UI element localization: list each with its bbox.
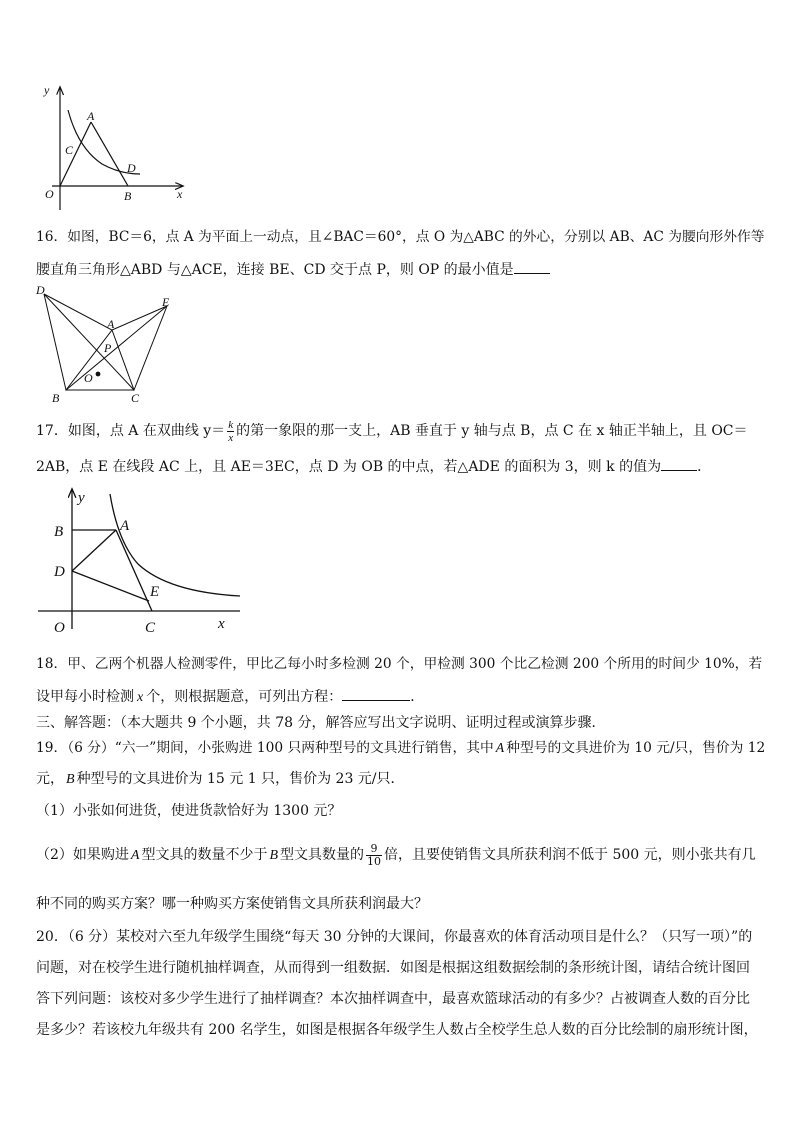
q18-line2: [36, 686, 424, 708]
q17-line2-text: 2AB，点 E 在线段 AC 上，且 AE＝3EC，点 D 为 OB 的中点，若△ADE 的面积为 3，则 k 的值为: [36, 459, 662, 475]
q18-line2-a: 设甲每小时检测: [36, 689, 134, 705]
label-o: O: [45, 187, 54, 201]
q16-line2: [36, 259, 550, 280]
label-b: B: [124, 189, 132, 203]
frac-denominator: 10: [367, 854, 382, 868]
triangle-ace: [112, 306, 167, 390]
segment-da: [72, 530, 116, 571]
q19-part2-type-b: B: [269, 848, 279, 863]
label-b: B: [52, 391, 60, 405]
label-c: C: [131, 391, 140, 405]
q20-line3: 答下列问题：该校对多少学生进行了抽样调查？本次抽样调查中，最喜欢篮球活动的有多少？占被调查人数的百分比: [36, 991, 750, 1007]
figure-q15-hyperbola: [30, 80, 200, 215]
q19-part2-b: 型文具的数量不少于: [141, 847, 268, 863]
answer-blank-q18[interactable]: [342, 686, 410, 701]
label-e: E: [162, 295, 170, 309]
q20-line2: 问题，对在校学生进行随机抽样调查，从而得到一组数据．如图是根据这组数据绘制的条形统计图，请结合统计图回: [36, 960, 750, 976]
q19-line2-a: 元，: [36, 771, 64, 787]
q19-part1: （1）小张如何进货，使进货款恰好为 1300 元？: [36, 803, 342, 819]
q19-part2-c: 型文具数量的: [280, 847, 365, 863]
answer-blank-q17[interactable]: [661, 456, 697, 471]
q19-line1-b: 种型号的文具进价为 10 元/只，售价为 12: [506, 740, 766, 756]
q17-line2-end: ．: [697, 459, 712, 475]
q19-type-b: B: [66, 772, 75, 787]
q17-line1: [36, 417, 748, 445]
q18-line2-end: ．: [410, 689, 425, 705]
label-d: D: [36, 283, 45, 297]
q16-line1: 16．如图，BC＝6，点 A 为平面上一动点，且∠BAC＝60°，点 O 为△ABC 的外心，分别以 AB、AC 为腰向形外作等: [36, 229, 765, 245]
q18-line2-b: 个，则根据题意，可列出方程：: [146, 689, 343, 705]
q18-var: x: [137, 690, 144, 705]
q17-line1-a: 17．如图，点 A 在双曲线 y＝: [36, 423, 226, 439]
q19-part2: [36, 840, 756, 871]
point-o: [96, 372, 101, 377]
q19-line1: [36, 738, 765, 758]
frac-denominator: x: [228, 431, 234, 444]
fraction-k-over-x: [227, 419, 234, 444]
q19-part2-d: 倍，且要使销售文具所获利润不低于 500 元，则小张共有几: [384, 847, 756, 863]
q19-line2: [36, 769, 405, 790]
q19-part2-a: （2）如果购进: [36, 847, 129, 863]
triangle-abd: [44, 294, 112, 390]
fraction-9-over-10: [366, 843, 382, 868]
q17-line1-b: 的第一象限的那一支上，AB 垂直于 y 轴与点 B，点 C 在 x 轴正半轴上，且 OC＝: [236, 423, 748, 439]
label-a: A: [87, 109, 95, 123]
q19-part2-line2: 种不同的购买方案？哪一种购买方案使销售文具所获利润最大？: [36, 896, 428, 912]
label-c: C: [145, 620, 156, 636]
q20-line4: 是多少？若该校九年级共有 200 名学生，如图是根据各年级学生人数占全校学生总人数的百分比绘制的扇形统计图，: [36, 1022, 758, 1038]
q19-part2-type-a: A: [130, 848, 140, 863]
label-a: A: [120, 518, 130, 534]
figure-q16-triangles: [34, 282, 184, 406]
label-c: C: [65, 143, 74, 157]
label-d: D: [127, 161, 136, 175]
label-p: P: [104, 341, 112, 355]
hyperbola-curve: [110, 494, 240, 596]
q20-line1: 20．（6 分）某校对六至九年级学生围绕“每天 30 分钟的大课间，你最喜欢的体育活动项目是什么？（只写一项）”的: [36, 929, 753, 945]
q17-line2: [36, 456, 711, 477]
label-y: y: [44, 83, 50, 97]
frac-numerator: k: [228, 418, 234, 431]
label-o: O: [54, 620, 65, 636]
label-e: E: [150, 584, 160, 600]
q19-type-a: A: [495, 740, 505, 755]
q16-line2-text: 腰直角三角形△ABD 与△ACE，连接 BE、CD 交于点 P，则 OP 的最小值是: [36, 262, 514, 278]
segment-be: [66, 306, 167, 390]
section3-heading: 三、解答题：（本大题共 9 个小题，共 78 分，解答应写出文字说明、证明过程或演算步骤．: [36, 715, 606, 731]
label-y: y: [78, 490, 85, 506]
label-b: B: [54, 524, 64, 540]
label-x: x: [218, 616, 225, 632]
figure-q17-hyperbola: [38, 484, 248, 640]
frac-numerator: 9: [366, 843, 382, 856]
label-o: O: [84, 371, 93, 385]
segment-de: [72, 571, 149, 601]
label-x: x: [177, 187, 183, 201]
answer-blank-q16[interactable]: [514, 259, 550, 274]
segment-ab: [91, 122, 128, 186]
q19-line1-a: 19．（6 分）“六一”期间，小张购进 100 只两种型号的文具进行销售，其中: [36, 740, 494, 756]
q19-line2-b: 种型号的文具进价为 15 元 1 只，售价为 23 元/只．: [76, 771, 405, 787]
label-a: A: [107, 317, 115, 331]
label-d: D: [54, 564, 65, 580]
q18-line1: 18．甲、乙两个机器人检测零件，甲比乙每小时多检测 20 个，甲检测 300 个比乙检测 200 个所用的时间少 10%，若: [36, 656, 763, 672]
